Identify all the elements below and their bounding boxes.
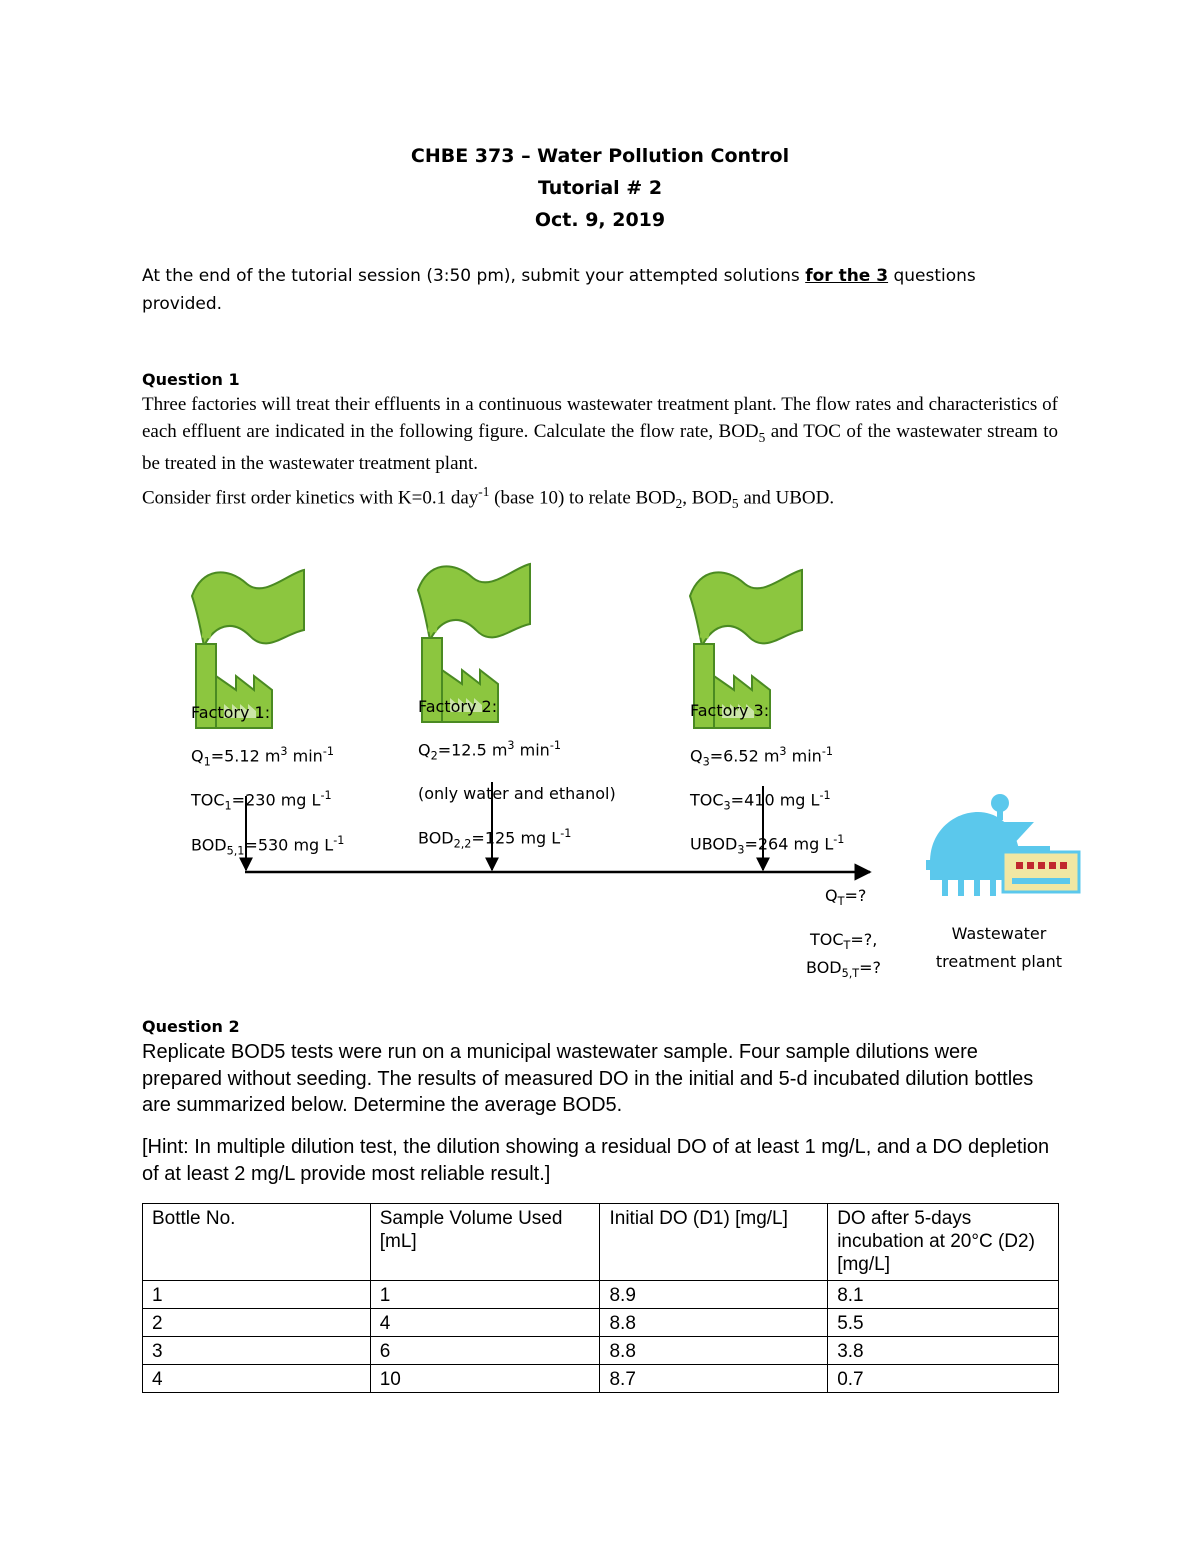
header-sample-volume: Sample Volume Used [mL] [370, 1204, 600, 1281]
table-cell: 6 [370, 1337, 600, 1365]
bod-results-table [142, 1203, 1059, 1393]
question-2-body: Replicate BOD5 tests were run on a municipal wastewater sample. Four sample dilutions were prepared without seeding. The results of measured DO in the initial and 5-d incubated dilution bottles are summarized below. Determine the average BOD5. [142, 1041, 1034, 1116]
question-2-heading: Question 2 [142, 1017, 240, 1036]
factory-2-bod: $BOD_{2,2}=125$ mg $L^{-1}$ [418, 827, 572, 851]
factory-1-toc: $TOC_1=230$ mg $L^{-1}$ [191, 789, 332, 813]
factory-1-flow: $Q_1=5.12$ $m^3$ $\min^{-1}$ [191, 745, 334, 769]
factory-3-ubod: $UBOD_3=264$ mg $L^{-1}$ [690, 833, 845, 857]
total-flow: $Q_T=$? [825, 886, 867, 909]
plant-label-line-1: Wastewater [951, 924, 1047, 943]
total-toc: $TOC_T=$?, [810, 930, 878, 953]
header-initial-do: Initial DO (D1) [mg/L] [600, 1204, 828, 1281]
factory-1-name: Factory 1: [191, 703, 271, 722]
table-row [143, 1337, 1059, 1365]
table-cell: 0.7 [828, 1365, 1059, 1393]
question-1-body: Three factories will treat their effluents in a continuous wastewater treatment plant. The flow rates and characteristics of each effluent are indicated in the following figure. Calculate the flow rate, $BOD_5$ and TOC of the wastewater stream to be treated in the wastewater treatment plant. [142, 394, 1058, 474]
intro-paragraph [142, 262, 1042, 318]
factory-3-name: Factory 3: [690, 701, 770, 720]
header-bottle-no: Bottle No. [143, 1204, 371, 1281]
question-1-kinetics: Consider first order kinetics with K=0.1 day$^{-1}$ (base 10) to relate $BOD_2$, $BOD_5$ and UBOD. [142, 484, 835, 512]
tutorial-date: Oct. 9, 2019 [534, 209, 666, 231]
table-cell: 8.7 [600, 1365, 828, 1393]
factory-3-toc: $TOC_3=410$ mg $L^{-1}$ [690, 789, 831, 813]
tutorial-number: Tutorial # 2 [537, 177, 663, 199]
intro-text-start: At the end of the tutorial session (3:50 pm), submit your attempted solutions [142, 266, 806, 286]
table-cell: 4 [370, 1309, 600, 1337]
question-2-hint: [Hint: In multiple dilution test, the dilution showing a residual DO of at least 1 mg/L, and a DO depletion of at least 2 mg/L provide most reliable result.] [142, 1136, 1050, 1185]
course-title: CHBE 373 – Water Pollution Control [410, 145, 790, 167]
table-cell: 8.1 [828, 1281, 1059, 1309]
table-cell: 8.8 [600, 1309, 828, 1337]
factory-1-bod: $BOD_{5,1}=530$ mg $L^{-1}$ [191, 834, 345, 858]
factory-2-note: (only water and ethanol) [418, 784, 616, 803]
factory-2-flow: $Q_2=12.5$ $m^3$ $\min^{-1}$ [418, 739, 561, 763]
intro-emphasis: for the 3 [805, 266, 889, 286]
table-cell: 1 [370, 1281, 600, 1309]
table-row [143, 1365, 1059, 1393]
intro-text-end: questions provided. [142, 266, 976, 314]
table-cell: 4 [143, 1365, 371, 1393]
total-bod: $BOD_{5,T}=$? [806, 958, 882, 981]
factory-3-flow: $Q_3=6.52$ $m^3$ $\min^{-1}$ [690, 745, 833, 769]
table-row [143, 1281, 1059, 1309]
table-header-row [143, 1204, 1059, 1281]
table-row [143, 1309, 1059, 1337]
factory-2-name: Factory 2: [418, 697, 498, 716]
question-1-heading: Question 1 [142, 370, 240, 389]
table-cell: 3 [143, 1337, 371, 1365]
treatment-plant-icon [926, 794, 1079, 896]
table-cell: 10 [370, 1365, 600, 1393]
table-cell: 5.5 [828, 1309, 1059, 1337]
table-cell: 2 [143, 1309, 371, 1337]
header-final-do: DO after 5-days incubation at 20°C (D2) [mg/L] [828, 1204, 1059, 1281]
flow-diagram [0, 540, 1200, 900]
plant-label-line-2: treatment plant [935, 952, 1063, 971]
table-cell: 8.9 [600, 1281, 828, 1309]
table-cell: 3.8 [828, 1337, 1059, 1365]
table-cell: 8.8 [600, 1337, 828, 1365]
table-cell: 1 [143, 1281, 371, 1309]
